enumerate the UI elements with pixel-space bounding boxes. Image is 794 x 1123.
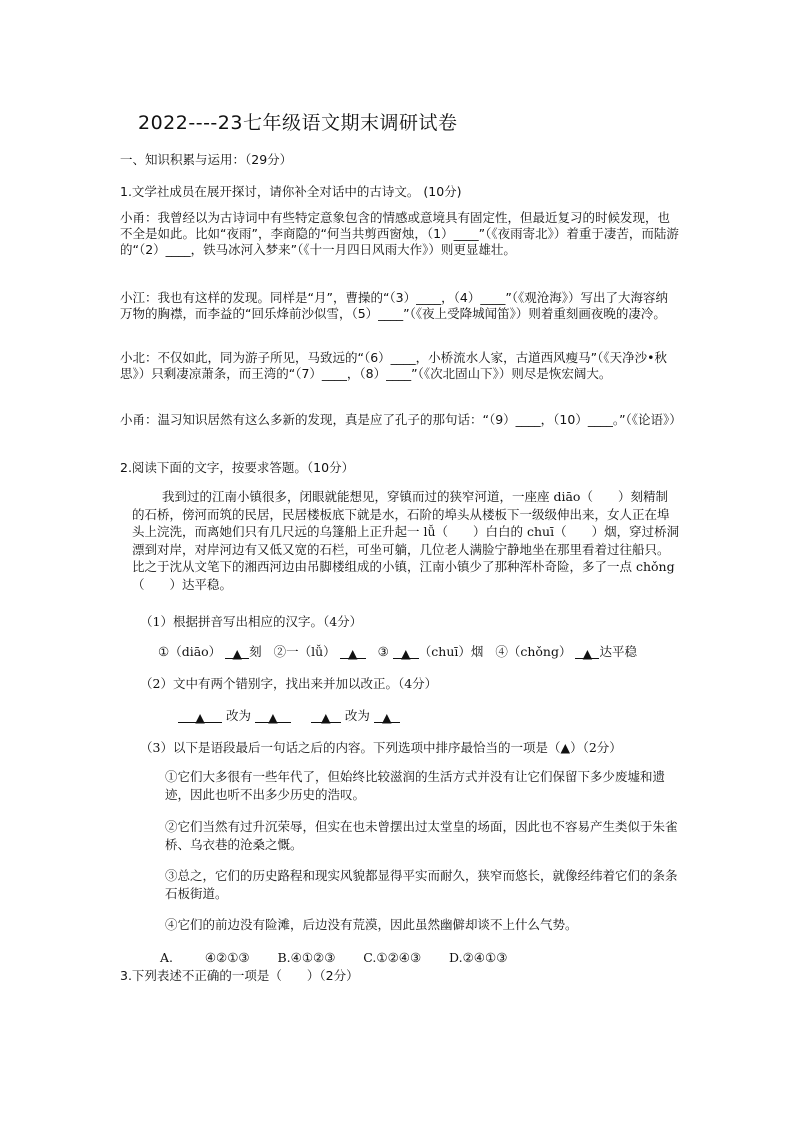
triangle-marker: ▲ xyxy=(195,710,205,725)
ordering-item-4: ④它们的前边没有险滩，后边没有荒漠，因此虽然幽僻却谈不上什么气势。 xyxy=(165,917,578,932)
triangle-marker: ▲ xyxy=(382,710,392,725)
triangle-marker: ▲ xyxy=(582,646,593,661)
pinyin-item-4: ④（chǒng） xyxy=(495,644,572,659)
pinyin-item-3-tail: （chuī）烟 xyxy=(418,644,484,659)
pinyin-item-2: ②一（lǚ） xyxy=(273,644,336,659)
option-b[interactable]: B.④①②③ xyxy=(277,950,336,965)
typo-blank-3[interactable] xyxy=(311,710,341,723)
pinyin-item-4-tail: 达平稳 xyxy=(599,644,637,659)
option-a-letter: A. xyxy=(160,950,174,965)
dialogue-paragraph-3: 小北：不仅如此，同为游子所见，马致远的“（6）____，小桥流水人家，古道西风瘦马”（《天净沙•秋思》）只剩凄凉萧条，而王湾的“（7）____，（8）____”（《次北固山下》）则尽是恢宏阔大。 xyxy=(120,350,668,381)
subquestion-1-label: （1）根据拼音写出相应的汉字。（4分） xyxy=(140,614,363,629)
triangle-marker: ▲ xyxy=(347,646,358,661)
ordering-item-2: ②它们当然有过升沉荣辱，但实在也未曾摆出过太堂皇的场面，因此也不容易产生类似于朱雀桥、乌衣巷的沧桑之慨。 xyxy=(165,819,678,852)
section-1-heading: 一、知识积累与运用：（29分） xyxy=(120,152,293,167)
change-to-label: 改为 xyxy=(344,708,370,723)
question-2-stem: 2.阅读下面的文字，按要求答题。（10分） xyxy=(120,460,355,475)
pinyin-answer-row xyxy=(158,642,678,660)
pinyin-item-1-tail: 刻 xyxy=(249,644,262,659)
subquestion-3-label: （3）以下是语段最后一句话之后的内容。下列选项中排序最恰当的一项是（▲）（2分） xyxy=(140,740,622,755)
question-3-stem: 3.下列表述不正确的一项是（ ）（2分） xyxy=(120,968,359,983)
change-to-label: 改为 xyxy=(225,708,251,723)
answer-blank-4[interactable] xyxy=(575,646,599,659)
dialogue-paragraph-2: 小江：我也有这样的发现。同样是“月”，曹操的“（3）____，（4）____”（《观沧海》）写出了大海容纳万物的胸襟，而李益的“回乐烽前沙似雪，（5）____”（《夜上受降城闻笛》）则着重刻画夜晚的凄冷。 xyxy=(120,290,669,321)
option-a[interactable] xyxy=(160,950,250,965)
dialogue-paragraph-1: 小甬：我曾经以为古诗词中有些特定意象包含的情感或意境具有固定性，但最近复习的时候发现，也不全是如此。比如“夜雨”，李商隐的“何当共剪西窗烛，（1）____”（《夜雨寄北》）着重于凄苦，而陆游的“（2）____，铁马冰河入梦来”（《十一月四日风雨大作》）则更显雄壮。 xyxy=(120,210,679,257)
pinyin-item-1: ①（diāo） xyxy=(158,644,222,659)
triangle-marker: ▲ xyxy=(400,646,411,661)
exam-title: 2022----23七年级语文期末调研试卷 xyxy=(138,112,458,134)
ordering-item-3: ③总之，它们的历史路程和现实风貌都显得平实而耐久，狭窄而悠长，就像经纬着它们的条条石板街道。 xyxy=(165,868,678,901)
question-1-stem: 1.文学社成员在展开探讨，请你补全对话中的古诗文。 (10分) xyxy=(120,184,462,199)
ordering-item-1: ①它们大多很有一些年代了，但始终比较滋润的生活方式并没有让它们保留下多少废墟和遗迹，因此也听不出多少历史的浩叹。 xyxy=(165,769,666,802)
choice-options-row xyxy=(160,950,640,965)
reading-passage: 我到过的江南小镇很多，闭眼就能想见，穿镇而过的狭窄河道，一座座 diāo（ ）刻精制的石桥，傍河而筑的民居，民居楼板底下就是水，石阶的埠头从楼板下一级级伸出来，女人正在埠头上浣洗，而离她们只有几尺远的乌篷船上正升起一 lǚ（ ）白白的 chuī（ ）烟，穿过桥洞漂到对岸，对岸河边有又低又宽的石栏，可坐可躺，几位老人满脸宁静地坐在那里看着过往船只。比之于沈从文笔下的湘西河边由吊脚楼组成的小镇，江南小镇少了那种浑朴奇险，多了一点 chǒng（ ）达平稳。 xyxy=(132,489,680,592)
triangle-marker: ▲ xyxy=(321,710,331,725)
typo-blank-4[interactable] xyxy=(374,710,400,723)
subquestion-2-label: （2）文中有两个错别字，找出来并加以改正。（4分） xyxy=(140,676,438,691)
typo-blank-2[interactable] xyxy=(255,710,291,723)
typo-blank-1[interactable] xyxy=(178,710,222,723)
option-c[interactable]: C.①②④③ xyxy=(363,950,422,965)
triangle-marker: ▲ xyxy=(268,710,278,725)
option-d[interactable]: D.②④①③ xyxy=(449,950,508,965)
typo-answer-row xyxy=(178,706,400,724)
triangle-marker: ▲ xyxy=(232,646,242,661)
dialogue-paragraph-4: 小甬：温习知识居然有这么多新的发现，真是应了孔子的那句话：“（9）____，（10）____。”（《论语》） xyxy=(120,412,682,427)
answer-blank-3[interactable] xyxy=(393,646,419,659)
option-a-text: ④②①③ xyxy=(204,950,250,965)
answer-blank-2[interactable] xyxy=(340,646,366,659)
pinyin-item-3: ③ xyxy=(377,644,389,659)
answer-blank-1[interactable] xyxy=(225,646,249,659)
